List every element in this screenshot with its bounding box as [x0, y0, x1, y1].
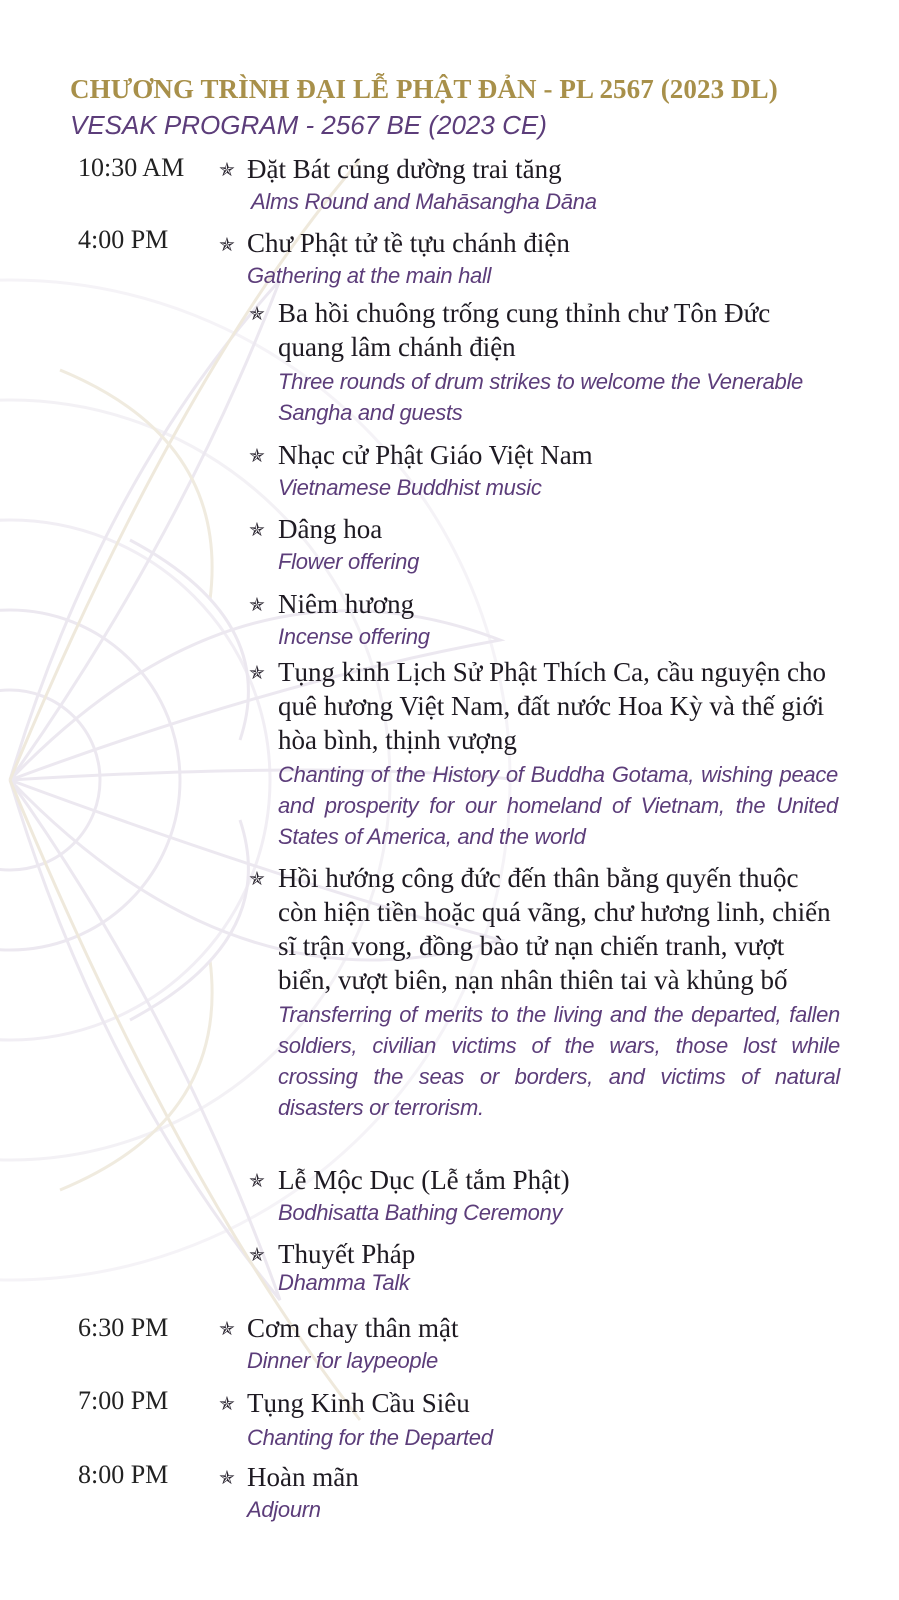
time-label: 8:00 PM: [78, 1460, 169, 1489]
item-title-en: Bodhisatta Bathing Ceremony: [278, 1200, 563, 1225]
star-icon: ✯: [249, 595, 265, 616]
star-icon: ✯: [219, 1319, 235, 1340]
item-title-en: Incense offering: [278, 624, 430, 649]
item-title-vi: Ba hồi chuông trống cung thỉnh chư Tôn Đức quang lâm chánh điện: [278, 298, 771, 362]
star-icon: ✯: [219, 1394, 235, 1415]
item-title-en: Chanting for the Departed: [247, 1425, 493, 1450]
item-title-vi: Chư Phật tử tề tựu chánh điện: [247, 228, 570, 258]
star-icon: ✯: [249, 304, 265, 325]
time-label: 4:00 PM: [78, 225, 169, 254]
item-title-en: Flower offering: [278, 549, 420, 574]
item-title-en: Dhamma Talk: [278, 1270, 410, 1295]
item-title-en: Gathering at the main hall: [247, 263, 492, 288]
item-title-en: Adjourn: [247, 1497, 321, 1522]
item-title-vi: Thuyết Pháp: [278, 1239, 416, 1269]
item-title-vi: Tụng Kinh Cầu Siêu: [247, 1388, 470, 1418]
item-title-vi: Hồi hướng công đức đến thân bằng quyến thuộc còn hiện tiền hoặc quá vãng, chư hương linh, chiến sĩ trận vong, đồng bào tử nạn chiến tranh, vượt biển, vượt biên, nạn nhân thiên tai và khủng bố: [278, 863, 831, 995]
program-item: [278, 655, 838, 852]
time-label: 7:00 PM: [78, 1386, 169, 1415]
item-title-vi: Dâng hoa: [278, 514, 383, 544]
item-title-vi: Niêm hương: [278, 589, 415, 619]
program-item: [278, 512, 838, 577]
time-label: 10:30 AM: [78, 153, 185, 182]
star-icon: ✯: [249, 520, 265, 541]
star-icon: ✯: [249, 446, 265, 467]
star-icon: ✯: [249, 1245, 265, 1266]
program-item: [278, 587, 838, 652]
item-title-vi: Nhạc cử Phật Giáo Việt Nam: [278, 440, 593, 470]
program-item: [247, 226, 847, 291]
program-item: [278, 1237, 838, 1298]
star-icon: ✯: [219, 235, 235, 256]
program-item: [247, 1460, 847, 1525]
program-item: [247, 152, 847, 217]
item-title-en: Chanting of the History of Buddha Gotama, wishing peace and prosperity for our homeland of Vietnam, the United States of America, and the world: [278, 762, 838, 849]
item-title-en: Transferring of merits to the living and the departed, fallen soldiers, civilian victims of the wars, those lost while crossing the seas or borders, and victims of natural disasters or terrorism.: [278, 1002, 840, 1120]
program-item: [278, 1163, 838, 1228]
item-title-en: Alms Round and Mahāsangha Dāna: [251, 189, 597, 214]
program-item: [278, 438, 838, 503]
star-icon: ✯: [249, 1171, 265, 1192]
item-title-vi: Tụng kinh Lịch Sử Phật Thích Ca, cầu nguyện cho quê hương Việt Nam, đất nước Hoa Kỳ và thế giới hòa bình, thịnh vượng: [278, 657, 827, 755]
item-title-en: Dinner for laypeople: [247, 1348, 438, 1373]
program-item: [247, 1386, 847, 1453]
time-label: 6:30 PM: [78, 1313, 169, 1342]
item-title-en: Three rounds of drum strikes to welcome the Venerable Sangha and guests: [278, 369, 803, 425]
program-item: [278, 296, 838, 428]
item-title-vi: Cơm chay thân mật: [247, 1313, 459, 1343]
star-icon: ✯: [219, 1468, 235, 1489]
program-title-english: VESAK PROGRAM - 2567 BE (2023 CE): [70, 110, 547, 140]
star-icon: ✯: [219, 160, 235, 181]
program-item: [278, 861, 840, 1123]
program-item: [247, 1311, 847, 1376]
item-title-vi: Hoàn mãn: [247, 1462, 359, 1492]
item-title-vi: Đặt Bát cúng dường trai tăng: [247, 154, 562, 184]
program-title-vietnamese: CHƯƠNG TRÌNH ĐẠI LỄ PHẬT ĐẢN - PL 2567 (2023 DL): [70, 74, 778, 104]
star-icon: ✯: [249, 869, 265, 890]
item-title-vi: Lễ Mộc Dục (Lễ tắm Phật): [278, 1165, 570, 1195]
star-icon: ✯: [249, 663, 265, 684]
item-title-en: Vietnamese Buddhist music: [278, 475, 542, 500]
